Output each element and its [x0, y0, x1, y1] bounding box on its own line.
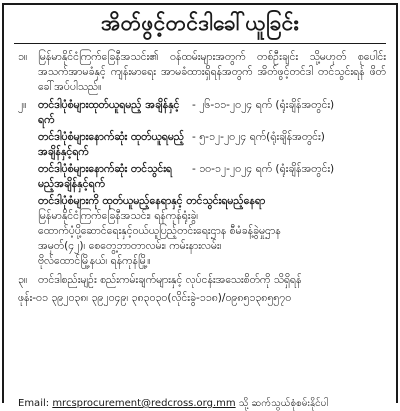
- paragraph-2-number: ၂။: [18, 99, 27, 111]
- venue-label: တင်ဒါပုံစံများကို ထုတ်ယူမည့်နေရာနှင့် တင်သွင်းရမည့်နေရာ: [38, 195, 266, 207]
- paragraph-3: [18, 273, 386, 288]
- email-prefix: Email:: [18, 398, 50, 409]
- schedule-date: - ၅-၁၂-၂၀၂၄ ရက်(ရုံးချိန်အတွင်း): [192, 131, 325, 143]
- schedule-date: - ၂၆-၁၁-၂၀၂၄ ရက် (ရုံးချိန်အတွင်း): [192, 99, 335, 111]
- contact-phone: ဖုန်း-၀၁ ၃၉၂၀၃၈၊ ၃၉၂၀၄၉၊ ၃၈၃၀၃၀(လိုင်းခွဲ-၁၁၈)/၀၉၈၅၁၃၈၅၅၇၀: [18, 292, 292, 304]
- paragraph-1-text: မြန်မာနိုင်ငံကြက်ခြေနီအသင်း၏ ဝန်ထမ်းများအတွက် တစ်ဦးချင်း သို့မဟုတ် စုပေါင်းအသက်အာမခံနှင့် ကျန်းမာရေး အာမခံထားရှိရန်အတွက် အိတ်ဖွင့်တင်ဒါ တင်သွင်းရန် ဖိတ်ခေါ်အပ်ပါသည်။: [38, 51, 386, 93]
- schedule-label: တင်ဒါပုံစံများနောက်ဆုံး ထုတ်ယူရမည့်အချိန်နှင့်ရက်: [38, 131, 185, 158]
- schedule-row: [18, 130, 386, 160]
- notice-frame: [2, 3, 398, 409]
- contact-email-line: [18, 396, 328, 411]
- venue-line: မြန်မာနိုင်ငံကြက်ခြေနီအသင်း၊ ရန်ကုန်ရုံးခွဲ၊: [38, 210, 199, 222]
- paragraph-1-number: ၁။: [18, 51, 28, 63]
- schedule-label: တင်ဒါပုံစံများထုတ်ယူရမည့် အချိန်နှင့်ရက်: [38, 99, 180, 126]
- schedule-label: တင်ဒါပုံစံများနောက်ဆုံး တင်သွင်းရမည့်အချိန်နှင့်ရက်: [38, 163, 172, 190]
- paragraph-3-number: ၃။: [18, 274, 28, 286]
- notice-title: အိတ်ဖွင့်တင်ဒါခေါ်ယူခြင်း: [101, 11, 299, 35]
- schedule-row: [18, 162, 386, 192]
- schedule-date: - ၁၀-၁၂-၂၀၂၄ ရက် (ရုံးချိန်အတွင်း): [192, 163, 335, 175]
- schedule-list: [18, 98, 386, 192]
- notice-body: [4, 44, 396, 306]
- venue-line: ဗိုလ်ထောင်မြို့နယ်၊ ရန်ကုန်မြို့။: [38, 255, 151, 267]
- venue-line: ထောက်ပံ့ပို့ဆောင်ရေးနှင့်ဝယ်ယူပြည့်တင်းရေးဌာန စီမံခန့်ခွဲမှုဌာန: [38, 225, 281, 237]
- paragraph-3-text: တင်ဒါစည်းမျဉ်း စည်းကမ်းချက်များနှင့် လုပ်ငန်းအသေးစိတ်ကို သိရှိရန်: [38, 274, 302, 286]
- schedule-row: [18, 98, 386, 128]
- email-suffix: သို့ ဆက်သွယ်စုံစမ်းနိုင်ပါ: [238, 398, 329, 409]
- email-link[interactable]: mrcsprocurement@redcross.org.mm: [52, 398, 236, 409]
- venue-line: အမှတ်(၄၂)၊ စေတွေ့ဘာတာလမ်း၊ ကမ်းနားလမ်း၊: [38, 240, 222, 252]
- paragraph-1: [18, 50, 386, 95]
